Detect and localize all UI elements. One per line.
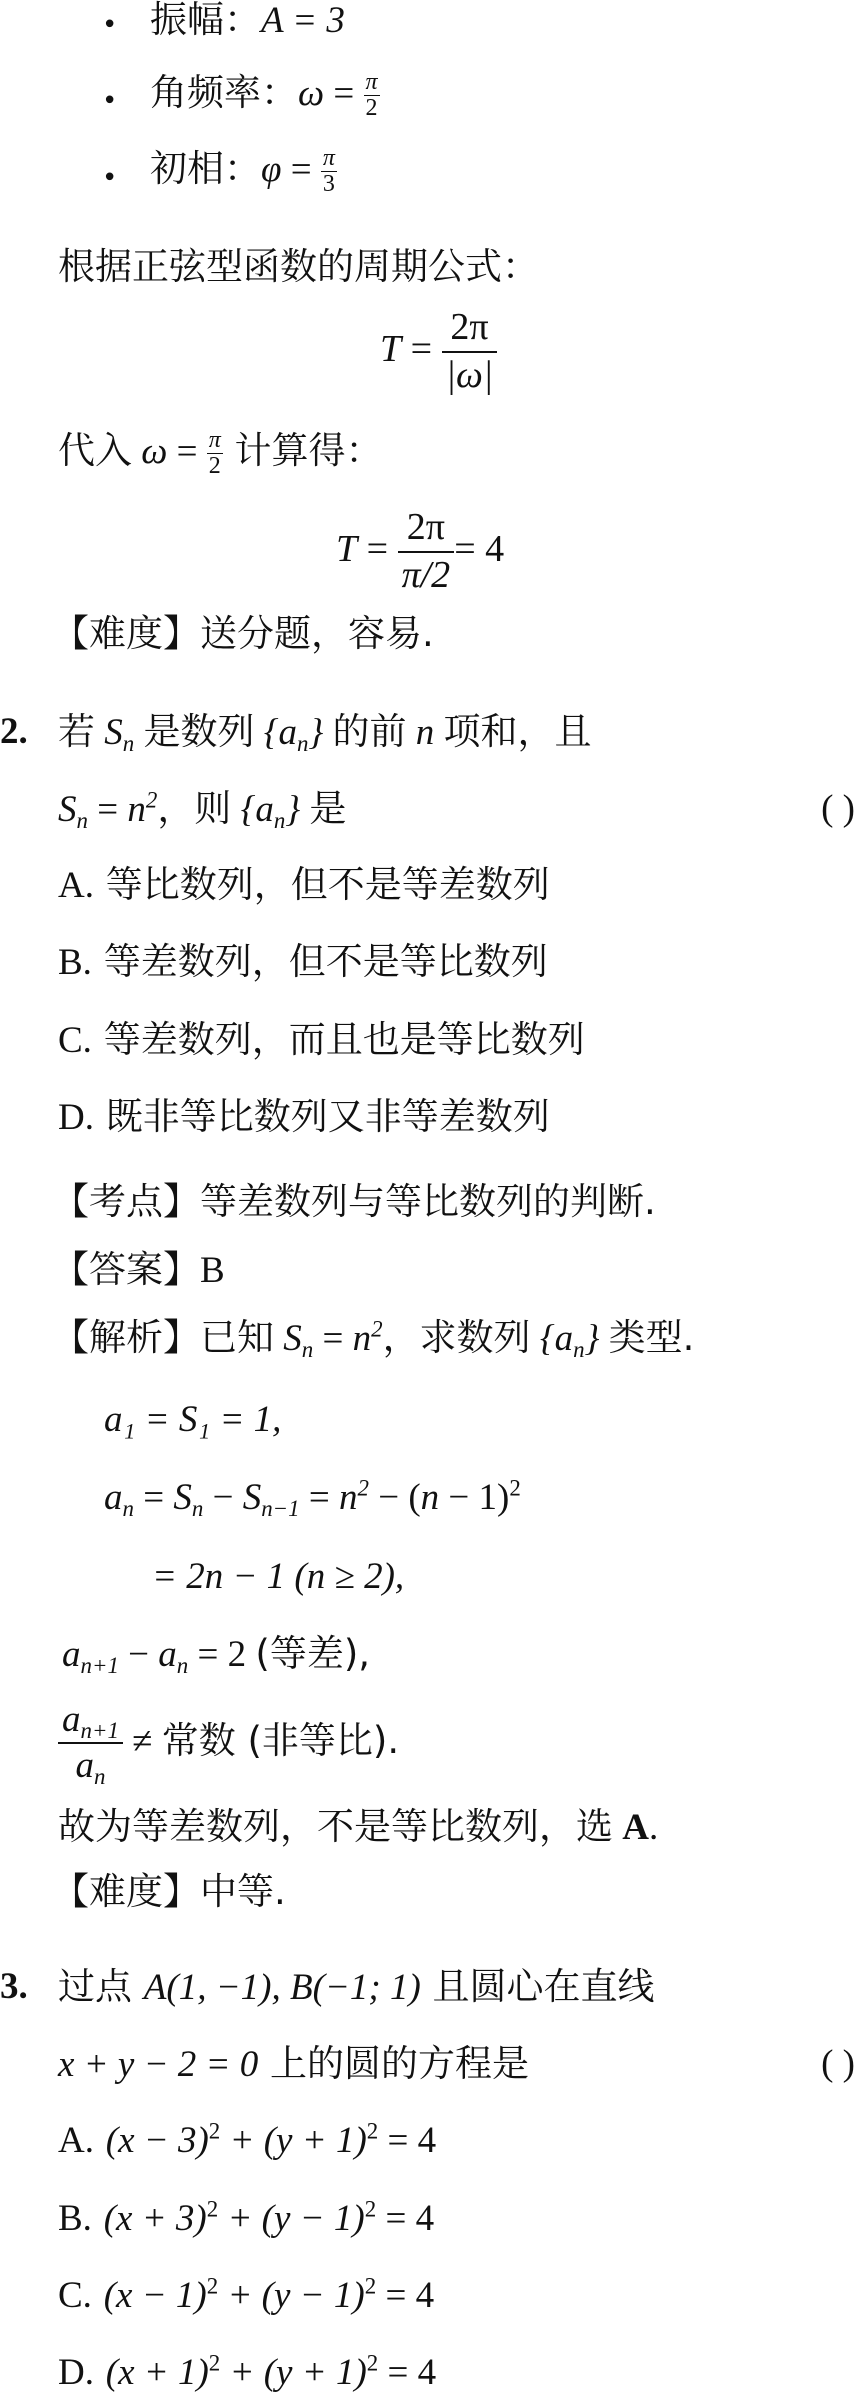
kaodian: 【考点】等差数列与等比数列的判断. (52, 1180, 656, 1223)
bullet-initial-phase: 初相：φ = $\frac{\pi}{3}$ (150, 145, 335, 198)
derivation-step-5: $\frac{a_{n+1}}{a_n}$ ≠ 常数 (非等比). (58, 1698, 399, 1789)
derivation-step-1: a₁ = S₁ = 1, (104, 1399, 282, 1440)
option-c[interactable]: C. 等差数列，而且也是等比数列 (58, 1018, 585, 1061)
bullet-icon: • (102, 86, 118, 116)
formula-period-result: T = $\frac{2\pi}{\pi/2}$ = 4 (336, 505, 504, 598)
question-stem-line1: 若 $S_n$ 是数列 $\{a_n\}$ 的前 n 项和，且 (58, 710, 592, 756)
option-b[interactable]: B. 等差数列，但不是等比数列 (58, 940, 548, 983)
answer-blank: ( ) (821, 788, 855, 829)
derivation-step-3: = 2n − 1 (n ≥ 2), (152, 1556, 405, 1597)
option-c[interactable]: C. $(x - 1)^2 + (y - 1)^2 = 4$ (58, 2273, 435, 2316)
period-intro: 根据正弦型函数的周期公式： (58, 245, 539, 288)
bullet-icon: • (102, 10, 118, 40)
answer: 【答案】B (52, 1248, 225, 1291)
question-stem-line2: x + y − 2 = 0 上的圆的方程是 ( ) (58, 2042, 855, 2085)
question-number: 2. (0, 711, 28, 752)
option-d[interactable]: D. 既非等比数列又非等差数列 (58, 1095, 550, 1138)
conclusion: 故为等差数列，不是等比数列，选 A. (58, 1805, 659, 1848)
bullet-amplitude: 振幅：A = 3 (150, 0, 345, 41)
formula-period: T = $\frac{2\pi}{|\omega|}$ (380, 305, 497, 398)
answer-blank: ( ) (821, 2043, 855, 2084)
option-d[interactable]: D. $(x + 1)^2 + (y + 1)^2 = 4$ (58, 2350, 437, 2393)
q1-difficulty: 【难度】送分题，容易. (52, 612, 434, 655)
bullet-angular-frequency: 角频率：ω = $\frac{\pi}{2}$ (150, 69, 378, 122)
question-stem-line2: $S_n = n^2$，则 $\{a_n\}$ 是 ( ) (58, 787, 855, 833)
jiexi: 【解析】已知 $S_n = n^2$，求数列 $\{a_n\}$ 类型. (52, 1316, 695, 1362)
q2-difficulty: 【难度】中等. (52, 1870, 286, 1913)
option-a[interactable]: A. 等比数列，但不是等差数列 (58, 863, 550, 906)
derivation-step-4: $a_{n+1} - a_n = 2$ (等差), (62, 1632, 371, 1678)
derivation-step-2: $a_n = S_n - S_{n-1} = n^2 - (n - 1)^2$ (104, 1475, 521, 1521)
question-number: 3. (0, 1966, 28, 2007)
option-b[interactable]: B. $(x + 3)^2 + (y - 1)^2 = 4$ (58, 2196, 435, 2239)
option-a[interactable]: A. $(x - 3)^2 + (y + 1)^2 = 4$ (58, 2118, 437, 2161)
bullet-icon: • (102, 163, 118, 193)
substitute-line: 代入 ω = $\frac{\pi}{2}$ 计算得： (58, 427, 383, 480)
question-stem-line1: 过点 A(1, −1), B(−1; 1) 且圆心在直线 (58, 1965, 655, 2008)
